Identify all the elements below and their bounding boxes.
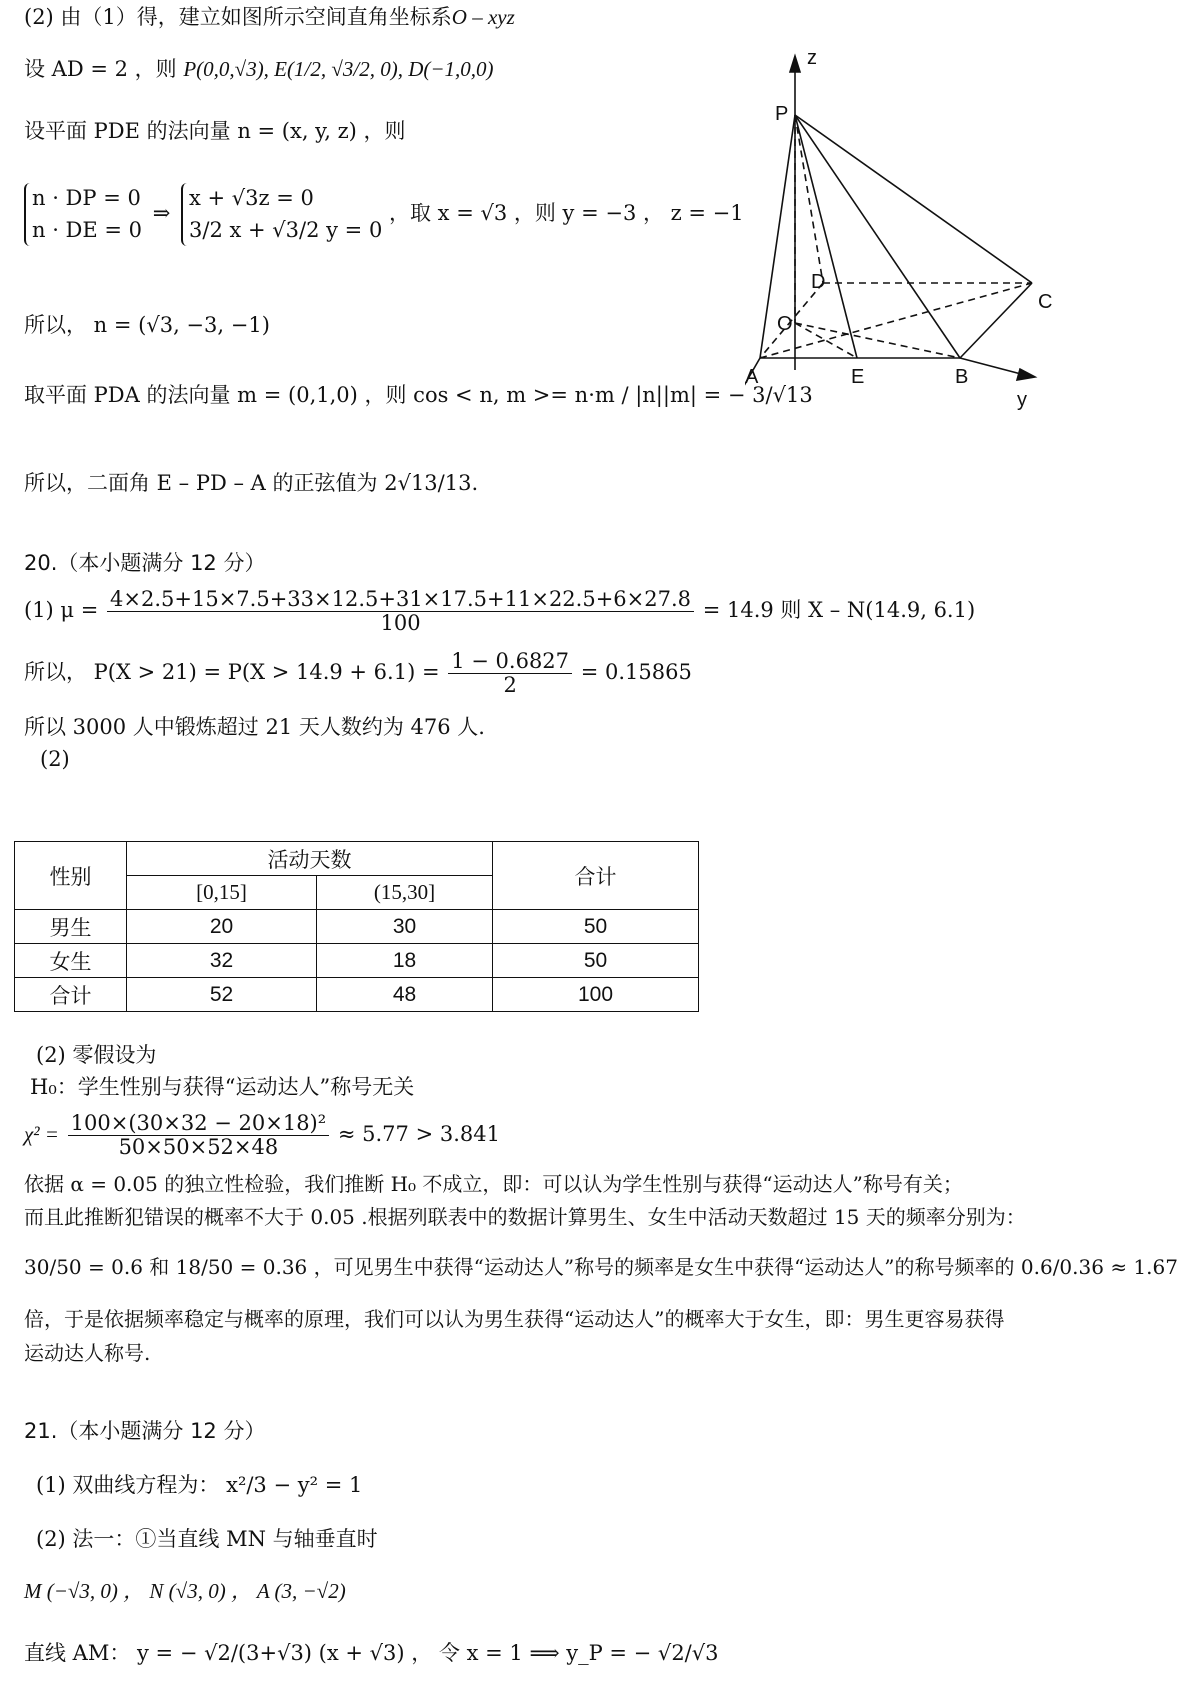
th-days: 活动天数 [127, 842, 493, 876]
edge-ac [760, 283, 1032, 358]
p19-dihedral: 所以，二面角 E – PD – A 的正弦值为 2√13/13. [24, 471, 479, 495]
mu-fraction: $\frac{4\times 2.5+15\times 7.5+33\times 12.5+31\times 17.5+11\times 22.5+6\times 27.8}{100}$ [107, 588, 694, 635]
label-y: y [1017, 389, 1027, 411]
label-b: B [955, 366, 969, 388]
th-range1: [0,15] [127, 876, 317, 910]
label-c: C [1038, 291, 1053, 313]
th-gender: 性别 [15, 842, 127, 910]
p20-conclusion-2: 运动达人称号. [24, 1341, 151, 1365]
p19-normal-pde: 设平面 PDE 的法向量 n = (x, y, z) ，则 [24, 119, 406, 143]
pyramid-figure [745, 40, 1075, 420]
contingency-table [14, 841, 699, 1012]
table-row: 合计 52 48 100 [15, 978, 699, 1012]
y-axis-arrow [1017, 369, 1035, 380]
label-a: A [745, 366, 759, 388]
p21-points: M (−√3, 0) ， N (√3, 0) ， A (3, −√2) [24, 1579, 346, 1603]
cos-value: n·m / |n||m| = − 3/√13 [574, 383, 813, 407]
p20-part2: (2) [40, 747, 70, 771]
p19-so-n: 所以， n = (√3, −3, −1) [24, 313, 270, 337]
p20-error-line: 而且此推断犯错误的概率不大于 0.05 .根据列联表中的数据计算男生、女生中活动天数超过 15 天的频率分别为： [24, 1205, 1026, 1229]
label-z: z [807, 47, 817, 69]
p19-normal-pda: 取平面 PDA 的法向量 m = (0,1,0) ，则 cos < n, m >= n·m / |n||m| = − 3/√13 [24, 383, 813, 407]
coord-system: O – xyz [451, 5, 515, 29]
p20-chi-line: χ² = $\frac{\text{100×(30×32 − 20×18)²}}{50\times 50\times 52\times 48}$ ≈ 5.77 > 3.841 [24, 1111, 500, 1160]
take-x-text: ，取 x = √3 ，则 y = −3 ， z = −1 [389, 201, 744, 225]
chi-fraction: $\frac{\text{100×(30×32 − 20×18)²}}{50\times 50\times 52\times 48}$ [68, 1112, 330, 1159]
edge-pc [795, 115, 1032, 283]
prob-fraction: $\frac{1 - 0.6827}{2}$ [448, 650, 572, 697]
table-row: 女生 32 18 50 [15, 944, 699, 978]
p20-count-line: 所以 3000 人中锻炼超过 21 天人数约为 476 人. [24, 715, 485, 739]
p19-part2-intro: (2) 由（1）得，建立如图所示空间直角坐标系O – xyz [24, 5, 515, 29]
p19-set-ad: 设 AD = 2 ，则 P(0,0,√3), E(1/2, √3/2, 0), D(−1,0,0) [24, 57, 494, 81]
coords-text: P(0,0,√3), E(1/2, √3/2, 0), D(−1,0,0) [183, 57, 494, 81]
p21-heading: 21.（本小题满分 12 分） [24, 1419, 266, 1443]
p21-line-am: 直线 AM： y = − √2/(3+√3) (x + √3) ， 令 x = 1 ⟹ y_P = − √2/√3 [24, 1641, 719, 1665]
p20-test-line: 依据 α = 0.05 的独立性检验，我们推断 H₀ 不成立，即：可以认为学生性别与获得“运动达人”称号有关； [24, 1172, 963, 1196]
p20-conclusion-1: 倍，于是依据频率稳定与概率的原理，我们可以认为男生获得“运动达人”的概率大于女生，即：男生更容易获得 [24, 1307, 1005, 1331]
p20-null-title: (2) 零假设为 [36, 1043, 157, 1067]
edge-pd [795, 115, 823, 283]
th-total: 合计 [493, 842, 699, 910]
p20-heading: 20.（本小题满分 12 分） [24, 551, 266, 575]
edge-oe [795, 323, 857, 358]
p21-hyperbola: (1) 双曲线方程为： x²/3 − y² = 1 [36, 1473, 363, 1497]
label-p: P [775, 103, 789, 125]
sin-value: 2√13/13 [384, 471, 472, 495]
p19-system: n · DP = 0 n · DE = 0 ⇒ x + √3z = 0 3/2 x + √3/2 y = 0 ，取 x = √3 ，则 y = −3 ， z = −1 [24, 183, 744, 246]
p20-prob-line: 所以， P(X > 21) = P(X > 14.9 + 6.1) = $\frac{1 - 0.6827}{2}$ = 0.15865 [24, 649, 692, 698]
y-axis [960, 358, 1025, 375]
label-e: E [851, 366, 865, 388]
label-o: O [777, 313, 793, 335]
p20-freq-line: 30/50 = 0.6 和 18/50 = 0.36 ，可见男生中获得“运动达人”称号的频率是女生中获得“运动达人”的称号频率的 0.6/0.36 ≈ 1.67 [24, 1255, 1178, 1279]
z-axis-arrow [790, 56, 800, 72]
edge-ob [795, 323, 960, 358]
edge-pb [795, 115, 960, 358]
table-row: 男生 20 30 50 [15, 910, 699, 944]
th-range2: (15,30] [317, 876, 493, 910]
p20-mu-line: (1) μ = $\frac{4\times 2.5+15\times 7.5+33\times 12.5+31\times 17.5+11\times 22.5+6\times 27.8}{100}$ = 14.9 则 X – N(14.9, 6.1) [24, 587, 976, 636]
system-right: x + √3z = 0 3/2 x + √3/2 y = 0 [181, 183, 382, 246]
system-left: n · DP = 0 n · DE = 0 [24, 183, 142, 246]
p20-h0: H₀：学生性别与获得“运动达人”称号无关 [30, 1075, 415, 1099]
label-d: D [811, 271, 826, 293]
p21-method1: (2) 法一：①当直线 MN 与轴垂直时 [36, 1527, 378, 1551]
edge-bc [960, 283, 1032, 358]
